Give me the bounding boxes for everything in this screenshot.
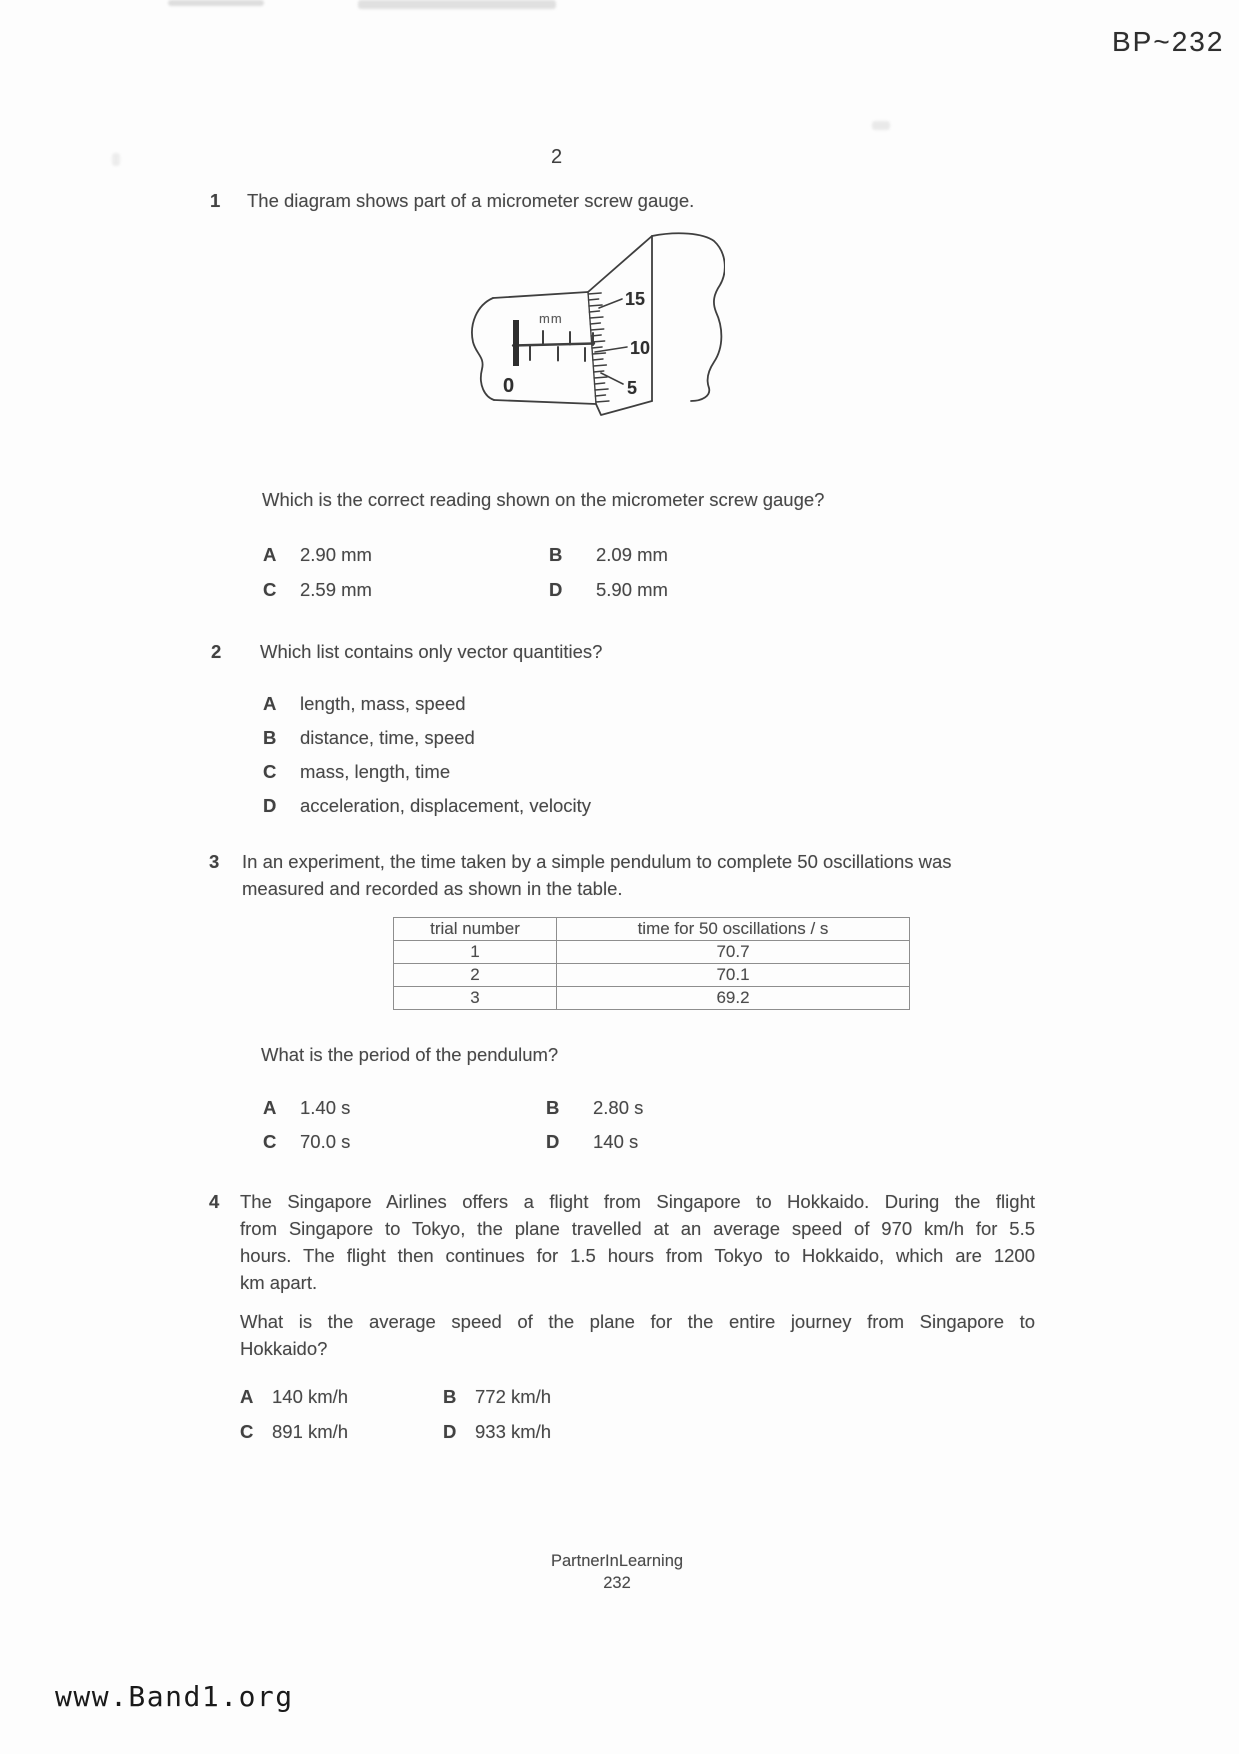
table-cell: 69.2 xyxy=(557,987,910,1010)
question-text-line: Hokkaido? xyxy=(240,1338,328,1359)
thimble-hatch-marks xyxy=(588,293,609,402)
option-d xyxy=(549,579,668,601)
option-a xyxy=(263,693,466,715)
option-label: C xyxy=(240,1421,254,1442)
option-b xyxy=(263,727,475,749)
option-value: 140 s xyxy=(593,1131,639,1152)
option-value: 1.40 s xyxy=(300,1097,351,1118)
option-value: acceleration, displacement, velocity xyxy=(300,795,592,816)
option-label: C xyxy=(263,579,277,600)
unit-label: mm xyxy=(539,311,563,326)
option-value: 891 km/h xyxy=(272,1421,349,1442)
main-scale-lower-ticks xyxy=(530,346,585,361)
scan-artifact xyxy=(168,0,264,6)
question-text: What is the period of the pendulum? xyxy=(261,1044,559,1065)
question-text-line: measured and recorded as shown in the table. xyxy=(242,878,623,899)
option-label: A xyxy=(263,1097,277,1118)
scan-artifact xyxy=(112,153,120,166)
table-cell: 2 xyxy=(394,964,557,987)
option-label: C xyxy=(263,761,277,782)
table-header: trial number xyxy=(394,918,557,941)
option-label: B xyxy=(263,727,277,748)
question-text-line: What is the average speed of the plane for the entire journey from Singapore to xyxy=(240,1311,1035,1332)
option-label: D xyxy=(263,795,277,816)
doc-code: BP~232 xyxy=(1112,26,1225,57)
option-label: D xyxy=(443,1421,457,1442)
thimble-scale-label-10: 10 xyxy=(630,338,651,358)
option-b xyxy=(546,1097,643,1119)
thimble-body-outline xyxy=(652,233,725,401)
option-label: C xyxy=(263,1131,277,1152)
option-c xyxy=(263,579,372,601)
option-label: B xyxy=(443,1386,457,1407)
option-label: D xyxy=(549,579,563,600)
main-scale-zero-mark xyxy=(513,320,519,366)
sleeve-bottom-edge xyxy=(494,400,596,404)
scan-artifact xyxy=(358,0,556,9)
question-number: 1 xyxy=(210,190,221,211)
question-number: 4 xyxy=(209,1191,220,1212)
option-value: mass, length, time xyxy=(300,761,451,782)
table-header: time for 50 oscillations / s xyxy=(557,918,910,941)
main-scale-zero-label: 0 xyxy=(503,375,515,397)
sleeve-left-end xyxy=(472,298,494,400)
option-label: A xyxy=(263,693,277,714)
question-text-line: hours. The flight then continues for 1.5 hours from Tokyo to Hokkaido, which are 1200 xyxy=(240,1245,1035,1266)
table-row xyxy=(394,941,910,964)
leader-15 xyxy=(599,299,622,308)
option-value: 933 km/h xyxy=(475,1421,552,1442)
question-text-line: The Singapore Airlines offers a flight from Singapore to Hokkaido. During the flight xyxy=(240,1191,1035,1212)
sleeve-top-edge xyxy=(493,292,588,298)
table-row xyxy=(394,987,910,1010)
question-text-line: km apart. xyxy=(240,1272,318,1293)
oscillation-table xyxy=(393,917,910,1010)
option-value: length, mass, speed xyxy=(300,693,466,714)
question-text-line: from Singapore to Tokyo, the plane travelled at an average speed of 970 km/h for 5.5 xyxy=(240,1218,1035,1239)
page-number: 2 xyxy=(551,146,563,168)
footer-page-code: 232 xyxy=(603,1574,631,1592)
table-cell: 1 xyxy=(394,941,557,964)
thimble-cone-bottom xyxy=(596,401,652,415)
question-text: Which is the correct reading shown on the micrometer screw gauge? xyxy=(262,489,825,510)
option-d xyxy=(546,1131,638,1153)
footer-publisher: PartnerInLearning xyxy=(550,1552,684,1570)
option-a xyxy=(263,1097,350,1119)
option-value: 70.0 s xyxy=(300,1131,351,1152)
option-value: 2.09 mm xyxy=(596,544,668,565)
option-d xyxy=(443,1421,551,1443)
thimble-cone-top xyxy=(588,236,652,292)
option-c xyxy=(263,761,450,783)
option-value: 2.59 mm xyxy=(300,579,372,600)
main-scale-datum-line xyxy=(513,344,594,346)
option-a xyxy=(263,544,372,566)
question-text: Which list contains only vector quantities? xyxy=(260,641,603,662)
watermark-url: www.Band1.org xyxy=(55,1680,294,1713)
option-value: 2.80 s xyxy=(593,1097,644,1118)
option-value: 140 km/h xyxy=(272,1386,349,1407)
table-cell: 3 xyxy=(394,987,557,1010)
micrometer-diagram xyxy=(415,208,725,423)
question-text: The diagram shows part of a micrometer screw gauge. xyxy=(247,190,695,211)
table-cell: 70.7 xyxy=(557,941,910,964)
option-label: D xyxy=(546,1131,560,1152)
option-label: A xyxy=(240,1386,254,1407)
option-value: 772 km/h xyxy=(475,1386,552,1407)
table-row xyxy=(394,964,910,987)
scan-artifact xyxy=(872,121,890,130)
option-c xyxy=(263,1131,350,1153)
option-d xyxy=(263,795,591,817)
option-label: B xyxy=(546,1097,560,1118)
question-number: 3 xyxy=(209,851,220,872)
option-value: 5.90 mm xyxy=(596,579,668,600)
option-c xyxy=(240,1421,348,1443)
option-value: 2.90 mm xyxy=(300,544,372,565)
table-header-row xyxy=(394,918,910,941)
option-value: distance, time, speed xyxy=(300,727,475,748)
option-a xyxy=(240,1386,348,1408)
thimble-scale-label-15: 15 xyxy=(625,289,646,309)
option-b xyxy=(443,1386,551,1408)
option-b xyxy=(549,544,668,566)
option-label: A xyxy=(263,544,277,565)
thimble-scale-label-5: 5 xyxy=(627,378,638,398)
table-cell: 70.1 xyxy=(557,964,910,987)
question-text-line: In an experiment, the time taken by a simple pendulum to complete 50 oscillations was xyxy=(242,851,952,872)
option-label: B xyxy=(549,544,563,565)
question-number: 2 xyxy=(211,641,222,662)
